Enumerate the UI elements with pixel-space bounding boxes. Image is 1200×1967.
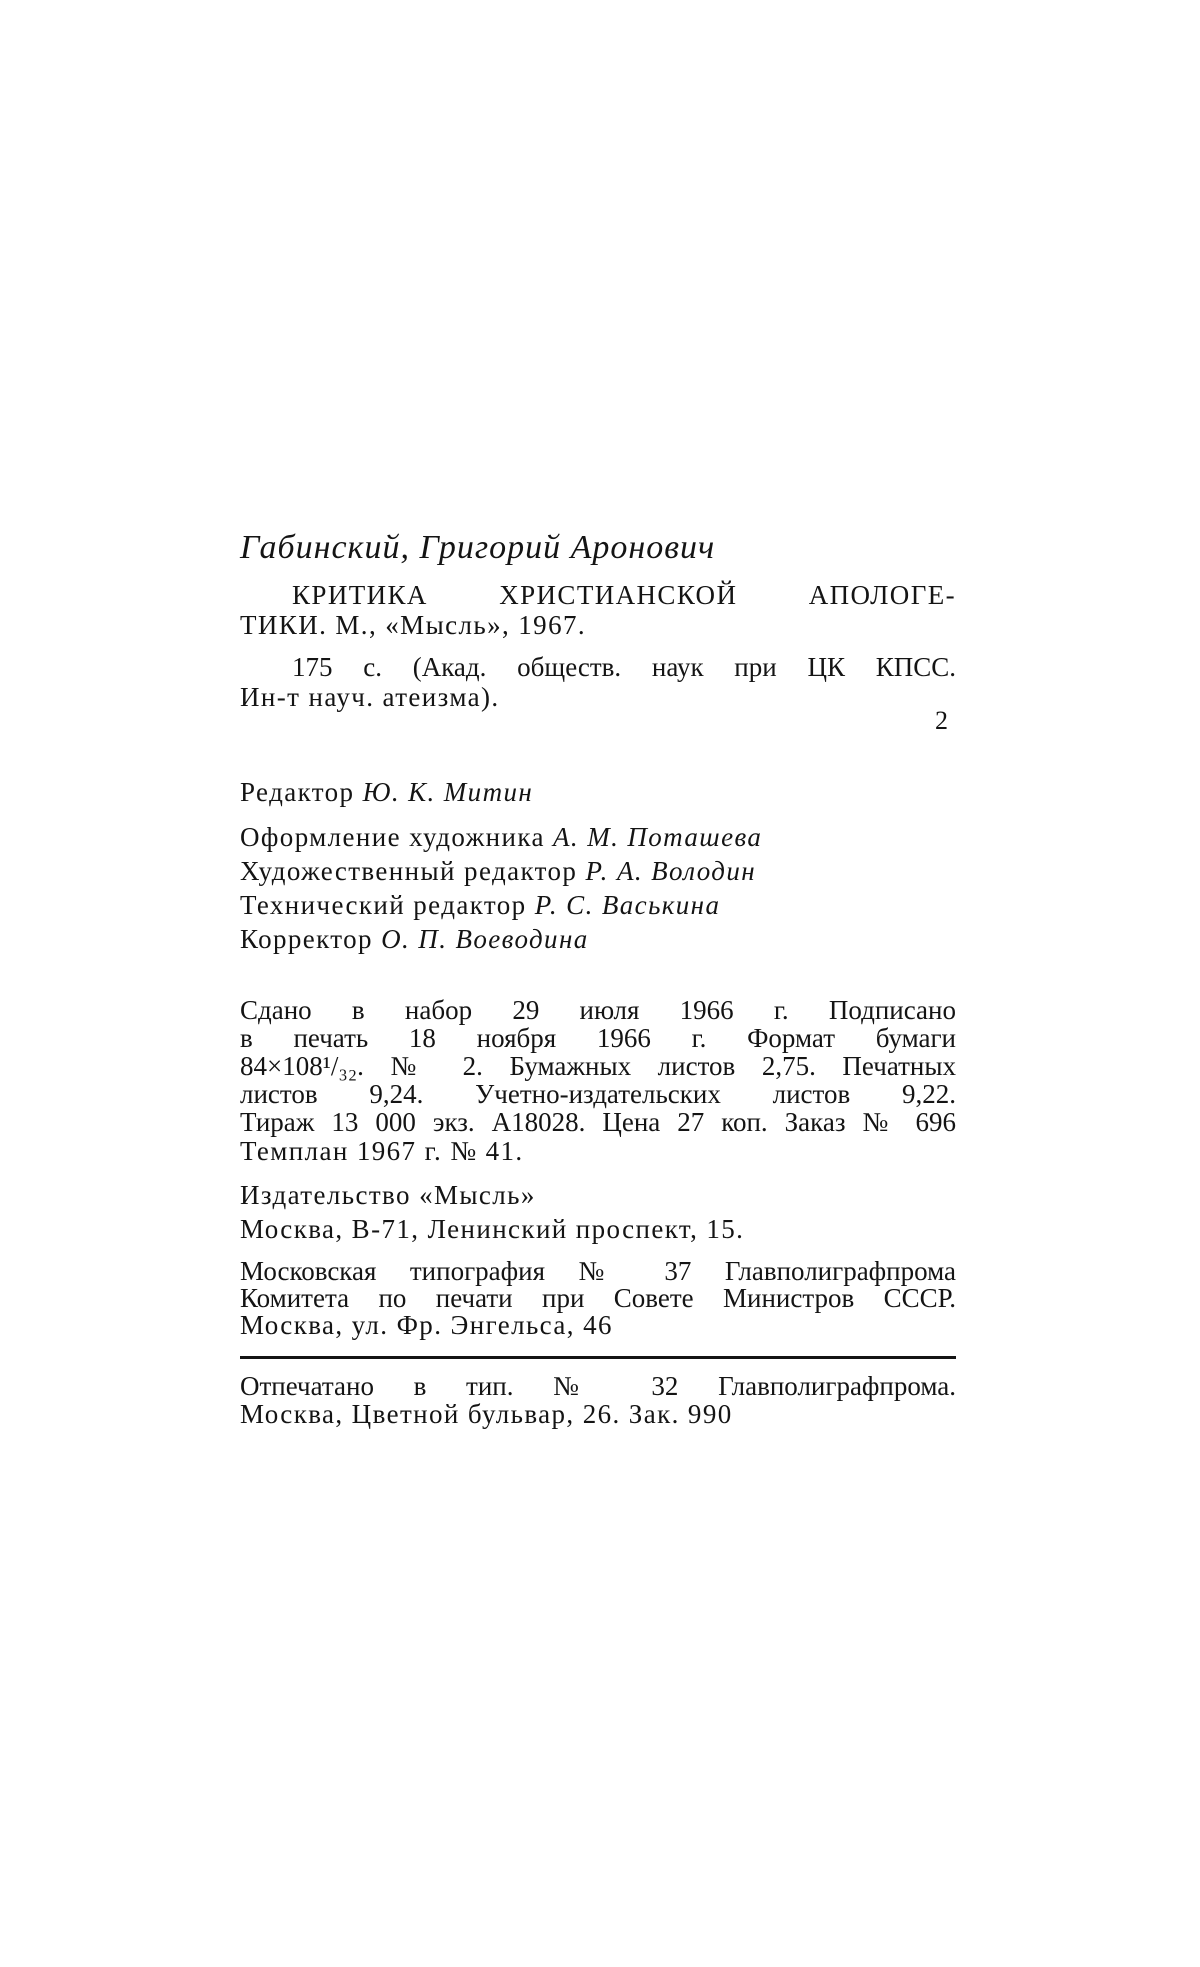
reprint-block (240, 1372, 956, 1428)
publisher-address: Москва, В-71, Ленинский проспект, 15. (240, 1214, 745, 1244)
printer-line-1: Московская типография № 37 Главполиграфпрома (240, 1256, 956, 1286)
description-line-1: 175 с. (Акад. обществ. наук при ЦК КПСС. (292, 652, 956, 682)
art-editor-label: Художественный редактор (240, 856, 578, 886)
tech-editor-credit (240, 888, 956, 922)
print-line-5: Тираж 13 000 экз. А18028. Цена 27 коп. Заказ № 696 (240, 1107, 956, 1137)
publisher-block (240, 1178, 956, 1246)
templan-line: Темплан 1967 г. № 41. (240, 1136, 524, 1166)
book-description (240, 652, 956, 712)
printer-line-2: Комитета по печати при Совете Министров СССР. (240, 1283, 956, 1313)
printer-block (240, 1258, 956, 1339)
editor-label: Редактор (240, 777, 355, 807)
tech-editor-label: Технический редактор (240, 890, 527, 920)
art-editor-credit (240, 854, 956, 888)
editor-name: Ю. К. Митин (362, 777, 534, 807)
printing-info (240, 996, 956, 1136)
design-credit (240, 820, 956, 854)
design-label: Оформление художника (240, 822, 545, 852)
printer-line-3: Москва, ул. Фр. Энгельса, 46 (240, 1310, 613, 1340)
sheet-number: 2 (935, 706, 948, 735)
proofreader-name: О. П. Воеводина (381, 924, 589, 954)
design-name: А. М. Поташева (553, 822, 763, 852)
proofreader-label: Корректор (240, 924, 373, 954)
templan (240, 1136, 956, 1166)
credits-list (240, 820, 956, 956)
title-line-2: ТИКИ. М., «Мысль», 1967. (240, 610, 587, 640)
print-line-4: листов 9,24. Учетно-издательских листов 9,22. (240, 1079, 956, 1109)
publisher-name: Издательство «Мысль» (240, 1180, 536, 1210)
proofreader-credit (240, 922, 956, 956)
reprint-line-2: Москва, Цветной бульвар, 26. Зак. 990 (240, 1399, 733, 1429)
art-editor-name: Р. А. Володин (585, 856, 757, 886)
editor-credit (240, 777, 956, 807)
author-name: Габинский, Григорий Аронович (240, 529, 716, 566)
description-line-2: Ин-т науч. атеизма). (240, 682, 500, 712)
reprint-line-1: Отпечатано в тип. № 32 Главполиграфпрома. (240, 1371, 956, 1401)
print-line-1: Сдано в набор 29 июля 1966 г. Подписано (240, 995, 956, 1025)
title-line-1: КРИТИКА ХРИСТИАНСКОЙ АПОЛОГЕ- (292, 580, 956, 610)
book-title (240, 580, 956, 640)
divider-rule (240, 1356, 956, 1359)
print-line-3: 84×108¹/₃₂. № 2. Бумажных листов 2,75. Печатных (240, 1051, 956, 1081)
bibliographic-block (240, 528, 956, 568)
print-line-2: в печать 18 ноября 1966 г. Формат бумаги (240, 1023, 956, 1053)
tech-editor-name: Р. С. Васькина (534, 890, 721, 920)
